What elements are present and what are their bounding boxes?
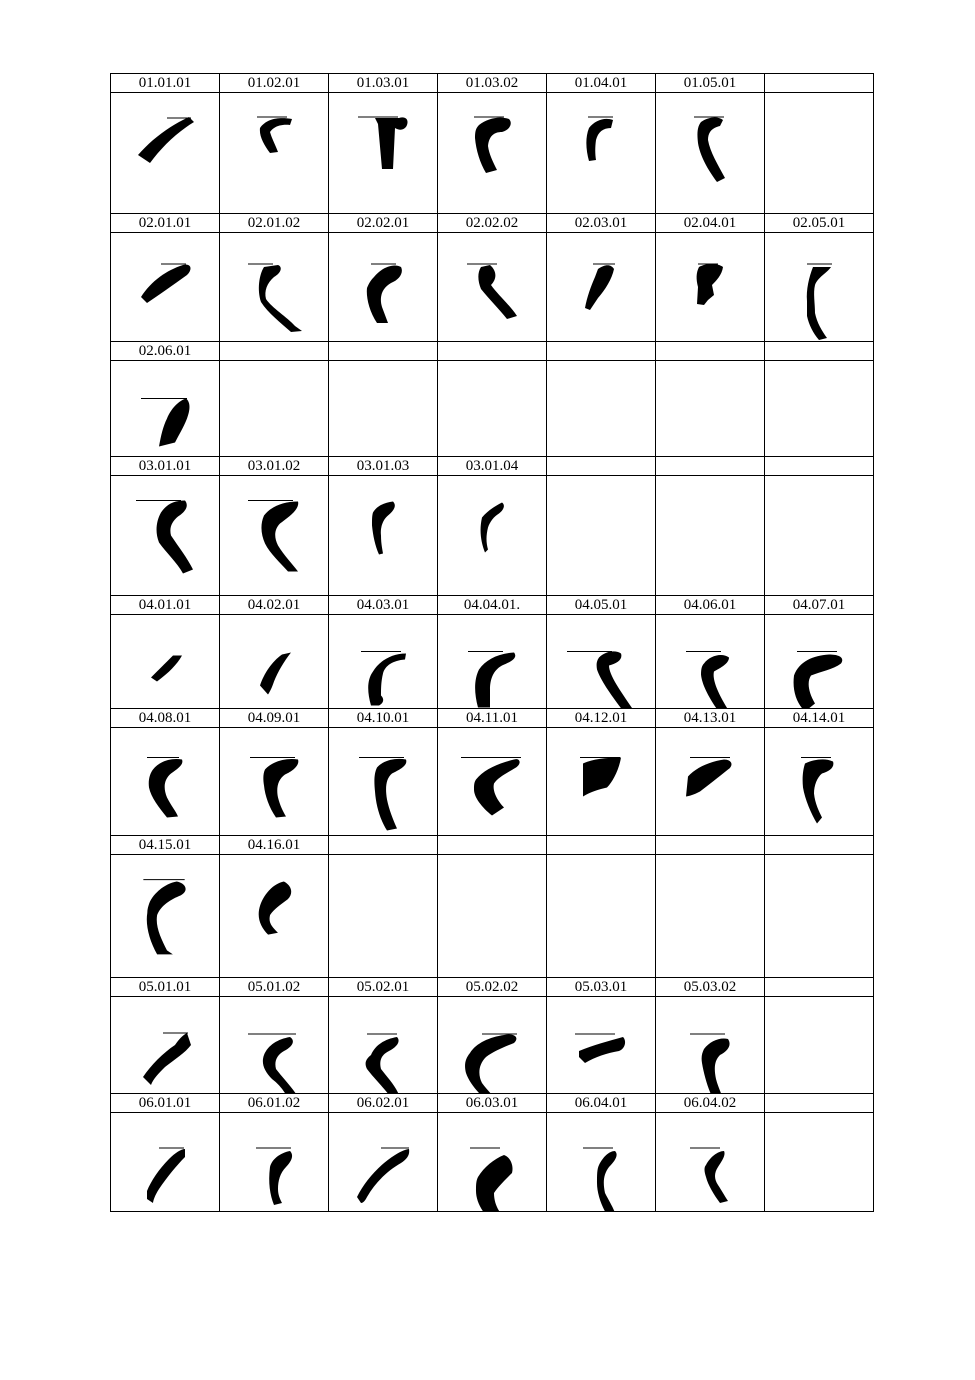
specimen-code: 01.01.01 <box>111 74 220 93</box>
specimen-cell <box>765 233 874 342</box>
stroke-glyph <box>329 728 437 836</box>
stroke-glyph <box>765 615 873 709</box>
specimen-cell <box>111 476 220 596</box>
stroke-shape <box>478 265 517 319</box>
specimen-code: 06.04.02 <box>656 1094 765 1113</box>
specimen-code <box>547 457 656 476</box>
specimen-code <box>656 457 765 476</box>
specimen-code <box>438 342 547 361</box>
stroke-glyph <box>438 615 546 709</box>
stroke-shape <box>141 265 190 303</box>
specimen-code: 01.02.01 <box>220 74 329 93</box>
specimen-row <box>111 728 874 836</box>
stroke-glyph <box>438 93 546 213</box>
specimen-cell <box>656 93 765 214</box>
stroke-shape <box>147 882 186 955</box>
specimen-row <box>111 93 874 214</box>
stroke-shape <box>701 655 729 708</box>
specimen-cell <box>547 997 656 1094</box>
stroke-shape <box>259 265 302 332</box>
specimen-row <box>111 1113 874 1212</box>
specimen-row <box>111 233 874 342</box>
stroke-glyph <box>111 615 219 709</box>
specimen-code: 05.01.01 <box>111 978 220 997</box>
specimen-code: 04.03.01 <box>329 596 438 615</box>
label-row <box>111 457 874 476</box>
specimen-code: 04.08.01 <box>111 709 220 728</box>
specimen-cell <box>220 728 329 836</box>
specimen-code: 02.05.01 <box>765 214 874 233</box>
specimen-code: 04.02.01 <box>220 596 329 615</box>
stroke-glyph <box>220 855 328 975</box>
stroke-shape <box>686 760 731 797</box>
stroke-shape <box>697 264 723 305</box>
specimen-cell <box>656 997 765 1094</box>
stroke-glyph <box>656 233 764 342</box>
specimen-code <box>547 836 656 855</box>
stroke-shape <box>586 119 613 161</box>
specimen-row <box>111 476 874 596</box>
specimen-cell <box>438 728 547 836</box>
specimen-cell <box>656 476 765 596</box>
specimen-cell <box>765 997 874 1094</box>
stroke-glyph <box>220 1113 328 1212</box>
stroke-glyph <box>656 728 764 836</box>
stroke-glyph <box>111 476 219 596</box>
specimen-cell <box>656 361 765 457</box>
stroke-shape <box>269 1151 292 1205</box>
specimen-cell <box>329 997 438 1094</box>
specimen-code <box>656 836 765 855</box>
specimen-code: 06.03.01 <box>438 1094 547 1113</box>
specimen-code <box>220 342 329 361</box>
stroke-glyph <box>438 476 546 596</box>
stroke-shape <box>803 759 834 823</box>
stroke-shape <box>367 265 402 323</box>
stroke-shape <box>357 1149 409 1203</box>
specimen-code <box>765 836 874 855</box>
specimen-cell <box>329 93 438 214</box>
specimen-cell <box>547 476 656 596</box>
stroke-glyph <box>111 997 219 1094</box>
stroke-glyph <box>329 1113 437 1212</box>
specimen-code: 01.04.01 <box>547 74 656 93</box>
specimen-code: 02.02.02 <box>438 214 547 233</box>
specimen-cell <box>111 93 220 214</box>
specimen-cell <box>547 93 656 214</box>
specimen-code: 04.01.01 <box>111 596 220 615</box>
stroke-shape <box>143 1033 191 1085</box>
stroke-shape <box>583 758 621 797</box>
specimen-code: 04.09.01 <box>220 709 329 728</box>
specimen-cell <box>329 361 438 457</box>
specimen-code: 06.01.02 <box>220 1094 329 1113</box>
specimen-code: 05.03.01 <box>547 978 656 997</box>
specimen-cell <box>220 476 329 596</box>
specimen-cell <box>329 728 438 836</box>
specimen-cell <box>547 728 656 836</box>
stroke-glyph <box>220 93 328 213</box>
stroke-shape <box>579 1037 625 1063</box>
stroke-shape <box>159 399 190 447</box>
specimen-cell <box>220 361 329 457</box>
specimen-cell <box>111 1113 220 1212</box>
specimen-code: 02.04.01 <box>656 214 765 233</box>
label-row <box>111 1094 874 1113</box>
specimen-code: 05.02.01 <box>329 978 438 997</box>
specimen-row <box>111 615 874 709</box>
specimen-code: 01.03.01 <box>329 74 438 93</box>
specimen-code <box>765 1094 874 1113</box>
stroke-shape <box>476 1155 513 1212</box>
specimen-code <box>656 342 765 361</box>
specimen-cell <box>329 476 438 596</box>
specimen-code: 02.01.02 <box>220 214 329 233</box>
specimen-code: 02.01.01 <box>111 214 220 233</box>
stroke-glyph <box>111 855 219 975</box>
specimen-cell <box>547 361 656 457</box>
stroke-glyph <box>329 93 437 213</box>
stroke-glyph <box>765 233 873 342</box>
stroke-glyph <box>220 615 328 709</box>
specimen-row <box>111 997 874 1094</box>
specimen-code <box>547 342 656 361</box>
stroke-glyph <box>656 997 764 1094</box>
specimen-code: 03.01.04 <box>438 457 547 476</box>
stroke-shape <box>465 1034 516 1093</box>
specimen-cell <box>438 361 547 457</box>
specimen-code: 04.05.01 <box>547 596 656 615</box>
stroke-shape <box>705 1151 729 1203</box>
stroke-glyph <box>329 233 437 342</box>
stroke-shape <box>697 118 725 182</box>
specimen-code: 03.01.03 <box>329 457 438 476</box>
specimen-code <box>765 978 874 997</box>
stroke-glyph <box>765 728 873 836</box>
stroke-specimen-table <box>110 73 874 1212</box>
specimen-cell <box>220 615 329 709</box>
specimen-cell <box>438 855 547 978</box>
specimen-code: 04.10.01 <box>329 709 438 728</box>
stroke-glyph <box>111 728 219 836</box>
label-row <box>111 342 874 361</box>
stroke-glyph <box>656 93 764 213</box>
stroke-shape <box>585 265 614 310</box>
specimen-cell <box>765 93 874 214</box>
specimen-cell <box>111 361 220 457</box>
label-row <box>111 709 874 728</box>
specimen-code: 04.15.01 <box>111 836 220 855</box>
stroke-glyph <box>111 93 219 213</box>
specimen-row <box>111 361 874 457</box>
specimen-code: 01.03.02 <box>438 74 547 93</box>
stroke-glyph <box>111 233 219 342</box>
stroke-glyph <box>547 615 655 709</box>
label-row <box>111 596 874 615</box>
stroke-shape <box>263 759 298 818</box>
specimen-cell <box>438 1113 547 1212</box>
specimen-code <box>329 836 438 855</box>
label-row <box>111 978 874 997</box>
specimen-cell <box>220 233 329 342</box>
specimen-cell <box>329 855 438 978</box>
label-row <box>111 836 874 855</box>
stroke-glyph <box>547 1113 655 1212</box>
specimen-cell <box>765 361 874 457</box>
stroke-glyph <box>656 1113 764 1212</box>
specimen-code: 05.02.02 <box>438 978 547 997</box>
stroke-shape <box>481 503 504 553</box>
specimen-cell <box>111 233 220 342</box>
specimen-code <box>765 342 874 361</box>
stroke-glyph <box>220 728 328 836</box>
stroke-shape <box>474 759 520 815</box>
specimen-cell <box>438 615 547 709</box>
specimen-code: 06.04.01 <box>547 1094 656 1113</box>
specimen-cell <box>111 728 220 836</box>
specimen-cell <box>547 855 656 978</box>
specimen-code: 04.11.01 <box>438 709 547 728</box>
label-row <box>111 214 874 233</box>
specimen-code: 04.12.01 <box>547 709 656 728</box>
stroke-glyph <box>329 997 437 1094</box>
specimen-code: 04.07.01 <box>765 596 874 615</box>
specimen-cell <box>329 615 438 709</box>
specimen-cell <box>656 1113 765 1212</box>
stroke-shape <box>260 118 292 153</box>
specimen-code: 03.01.02 <box>220 457 329 476</box>
specimen-cell <box>547 233 656 342</box>
stroke-shape <box>372 502 395 555</box>
specimen-cell <box>111 997 220 1094</box>
stroke-glyph <box>220 997 328 1094</box>
specimen-cell <box>329 233 438 342</box>
specimen-cell <box>111 615 220 709</box>
specimen-code: 06.01.01 <box>111 1094 220 1113</box>
specimen-code: 02.03.01 <box>547 214 656 233</box>
specimen-code: 04.13.01 <box>656 709 765 728</box>
stroke-shape <box>702 1038 730 1093</box>
specimen-cell <box>656 615 765 709</box>
specimen-cell <box>438 476 547 596</box>
specimen-cell <box>547 1113 656 1212</box>
specimen-cell <box>438 233 547 342</box>
specimen-cell <box>656 855 765 978</box>
specimen-cell <box>656 728 765 836</box>
stroke-shape <box>375 117 408 169</box>
stroke-glyph <box>220 476 328 596</box>
specimen-code <box>765 457 874 476</box>
specimen-cell <box>765 615 874 709</box>
stroke-glyph <box>329 615 437 709</box>
specimen-code: 04.04.01. <box>438 596 547 615</box>
specimen-code: 03.01.01 <box>111 457 220 476</box>
specimen-cell <box>765 476 874 596</box>
specimen-cell <box>765 855 874 978</box>
specimen-cell <box>220 855 329 978</box>
stroke-glyph <box>547 728 655 836</box>
stroke-shape <box>597 1151 617 1212</box>
stroke-shape <box>259 882 292 935</box>
stroke-glyph <box>438 997 546 1094</box>
specimen-code: 04.06.01 <box>656 596 765 615</box>
specimen-code: 06.02.01 <box>329 1094 438 1113</box>
stroke-shape <box>374 759 406 831</box>
stroke-shape <box>794 655 843 709</box>
stroke-glyph <box>220 233 328 342</box>
specimen-cell <box>329 1113 438 1212</box>
stroke-shape <box>368 654 406 706</box>
stroke-shape <box>263 1037 300 1094</box>
stroke-glyph <box>656 615 764 709</box>
specimen-cell <box>438 93 547 214</box>
specimen-code: 02.02.01 <box>329 214 438 233</box>
specimen-cell <box>220 1113 329 1212</box>
stroke-glyph <box>438 1113 546 1212</box>
specimen-code <box>329 342 438 361</box>
stroke-glyph <box>547 997 655 1094</box>
specimen-cell <box>438 997 547 1094</box>
specimen-code <box>438 836 547 855</box>
stroke-shape <box>260 653 291 695</box>
stroke-shape <box>149 759 183 818</box>
stroke-shape <box>366 1037 399 1094</box>
specimen-code: 04.16.01 <box>220 836 329 855</box>
label-row <box>111 74 874 93</box>
stroke-glyph <box>329 476 437 596</box>
specimen-cell <box>547 615 656 709</box>
stroke-shape <box>138 117 194 163</box>
specimen-code: 04.14.01 <box>765 709 874 728</box>
specimen-cell <box>656 233 765 342</box>
stroke-shape <box>475 118 511 173</box>
specimen-cell <box>220 93 329 214</box>
specimen-code: 01.05.01 <box>656 74 765 93</box>
stroke-glyph <box>547 233 655 342</box>
specimen-code: 02.06.01 <box>111 342 220 361</box>
stroke-shape <box>807 267 831 340</box>
stroke-glyph <box>111 1113 219 1212</box>
stroke-glyph <box>547 93 655 213</box>
specimen-code: 05.01.02 <box>220 978 329 997</box>
stroke-glyph <box>438 233 546 342</box>
specimen-row <box>111 855 874 978</box>
specimen-cell <box>765 1113 874 1212</box>
stroke-shape <box>597 651 633 708</box>
specimen-cell <box>765 728 874 836</box>
specimen-cell <box>220 997 329 1094</box>
specimen-cell <box>111 855 220 978</box>
stroke-shape <box>147 1149 185 1203</box>
stroke-glyph <box>438 728 546 836</box>
stroke-shape <box>151 656 182 682</box>
stroke-shape <box>261 502 298 572</box>
specimen-code: 05.03.02 <box>656 978 765 997</box>
stroke-shape <box>157 501 193 574</box>
specimen-code <box>765 74 874 93</box>
stroke-shape <box>475 653 515 708</box>
stroke-glyph <box>111 361 219 457</box>
